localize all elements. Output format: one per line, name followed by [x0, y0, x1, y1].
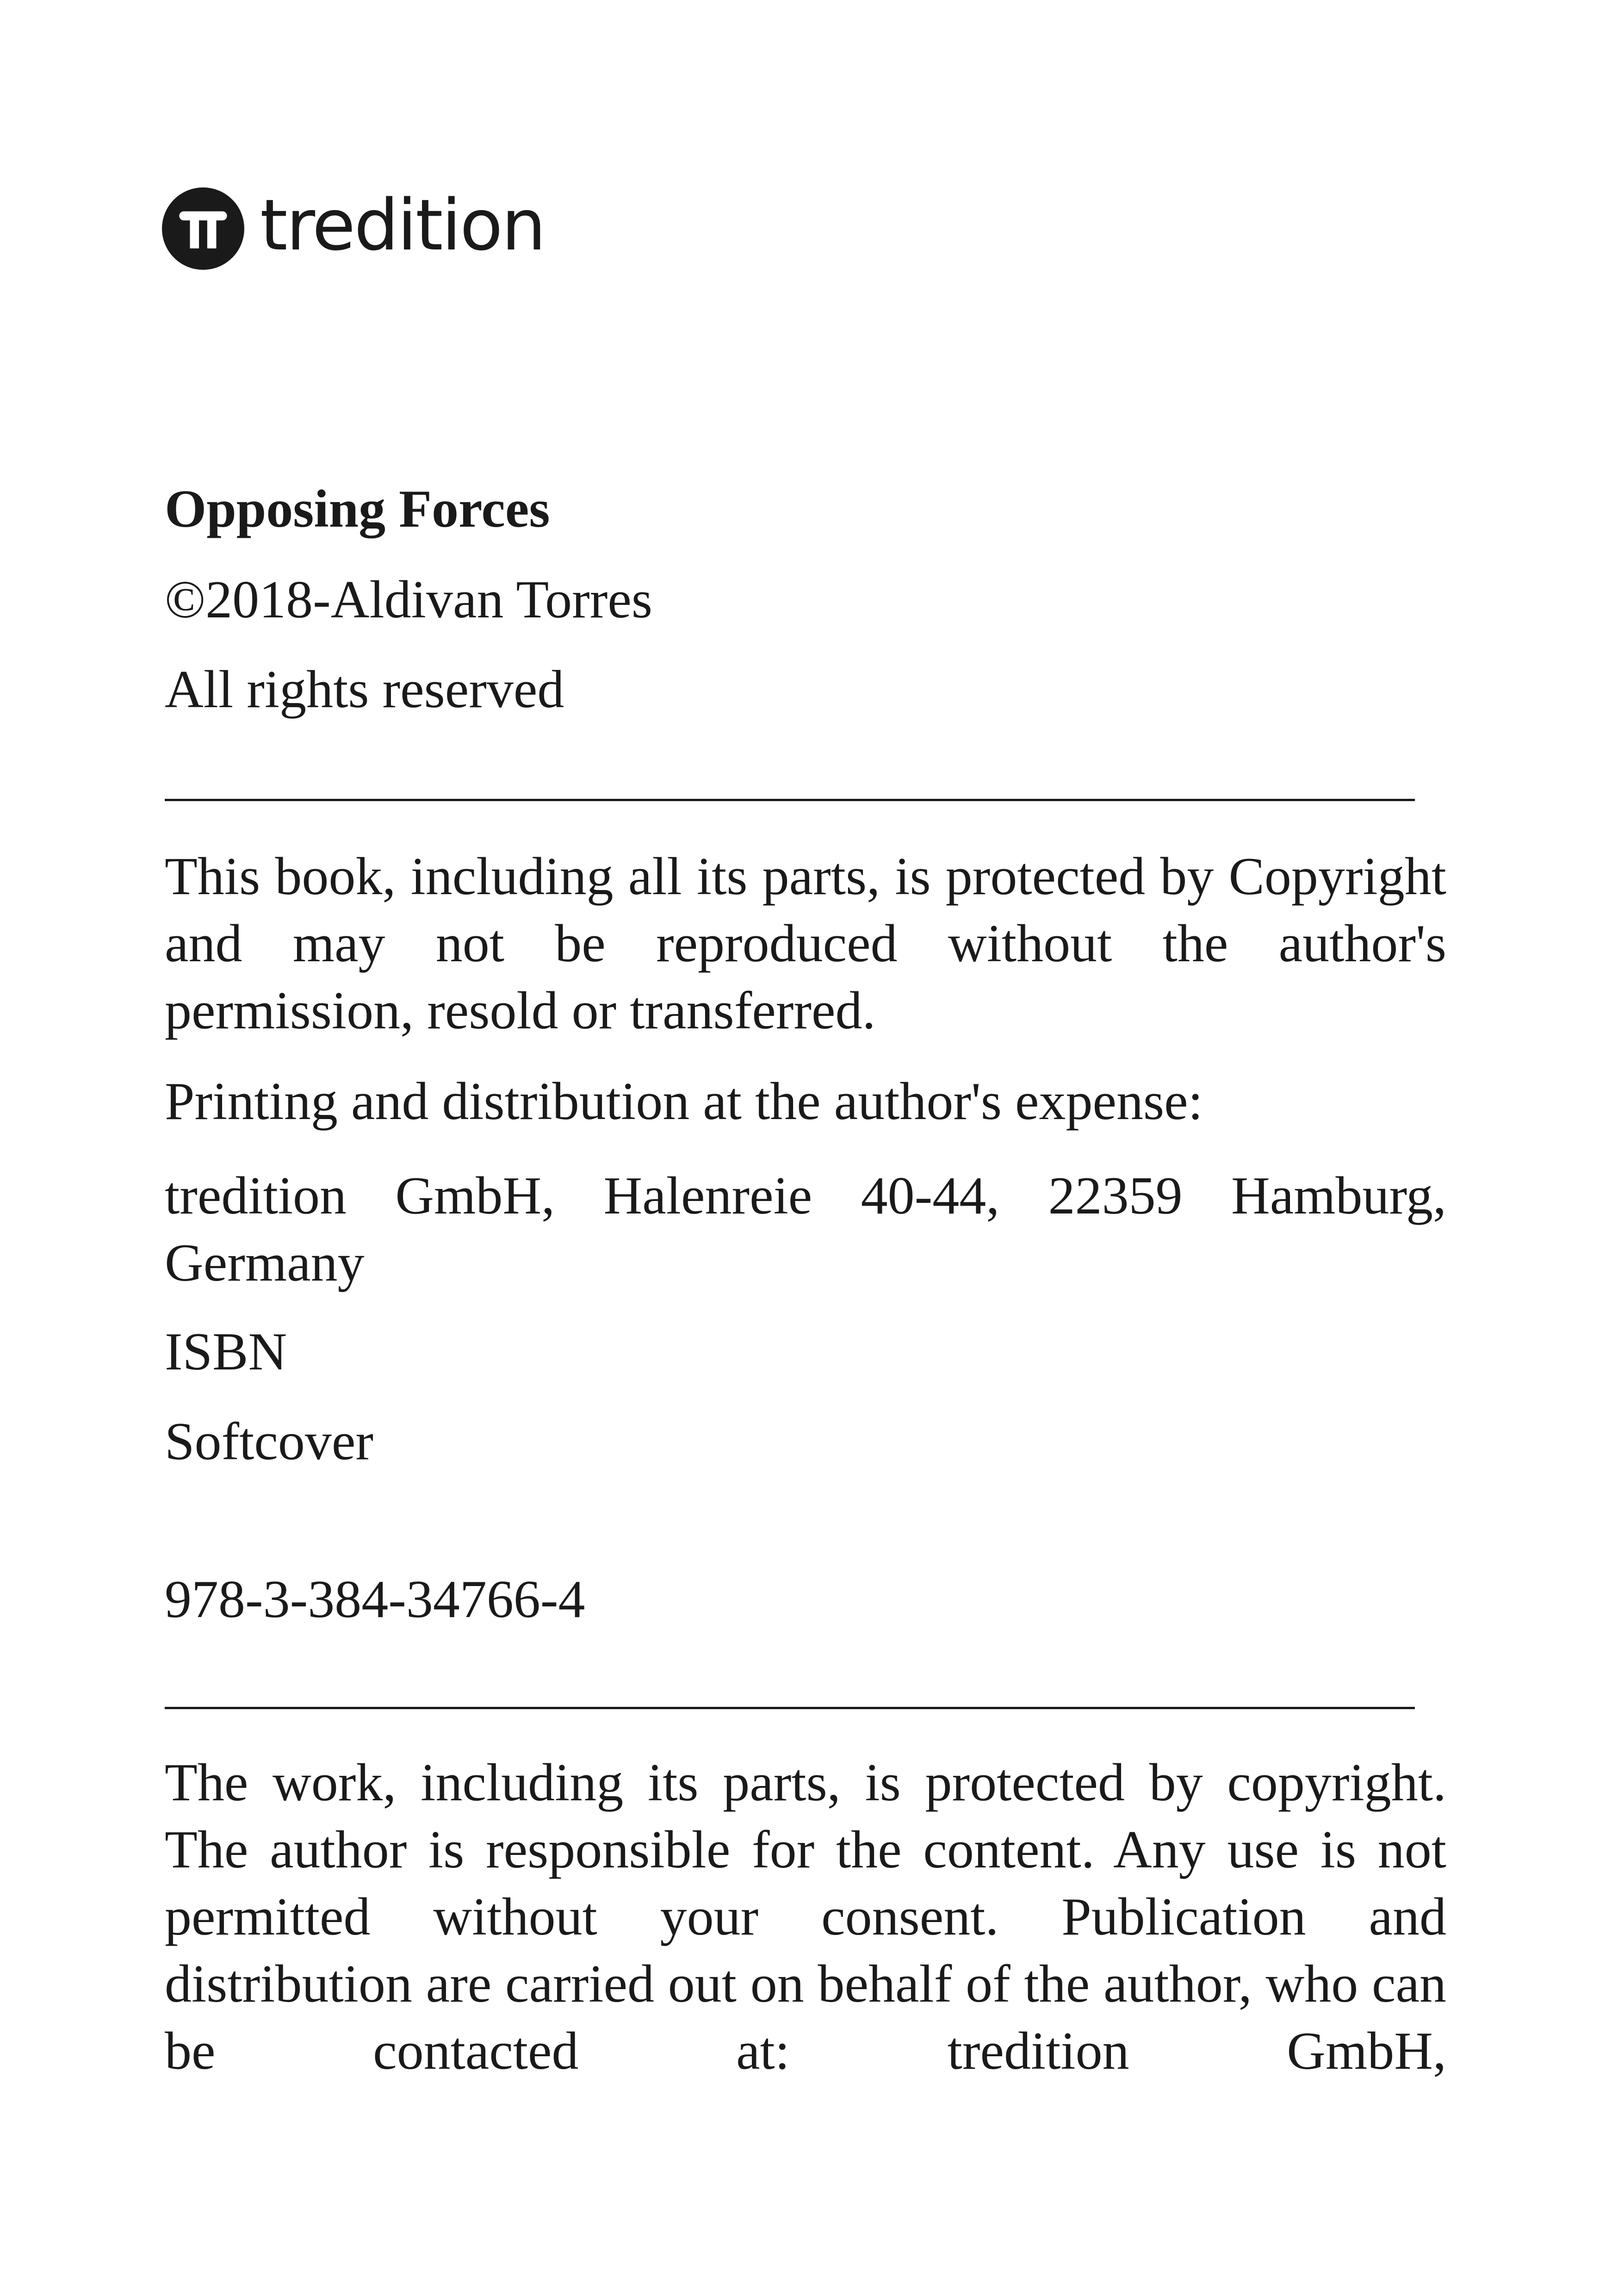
- tredition-logo-icon: [162, 187, 244, 270]
- book-title: Opposing Forces: [165, 479, 550, 539]
- publisher-address: tredition GmbH, Halenreie 40-44, 22359 Hamburg, Germany: [165, 1166, 1446, 1293]
- publisher-logo-text: tredition: [260, 184, 545, 266]
- printing-note: Printing and distribution at the author's expense:: [165, 1072, 1203, 1131]
- divider: [165, 799, 1415, 801]
- protection-notice: This book, including all its parts, is protected by Copyright and may not be reproduced without the author's permission, resold or transferred.: [165, 847, 1446, 1040]
- divider: [165, 1707, 1415, 1709]
- format-label: Softcover: [165, 1412, 373, 1471]
- work-notice: The work, including its parts, is protected by copyright. The author is responsible for the content. Any use is not permitted without your consent. Publication and distribution are carried out on behalf of the author, who can be contacted at: tredition GmbH,: [165, 1753, 1446, 2081]
- rights-line: All rights reserved: [165, 660, 564, 719]
- isbn-label: ISBN: [165, 1322, 287, 1381]
- copyright-line: ©2018-Aldivan Torres: [165, 570, 653, 629]
- publisher-logo: [162, 184, 545, 270]
- isbn-number: 978-3-384-34766-4: [165, 1570, 585, 1629]
